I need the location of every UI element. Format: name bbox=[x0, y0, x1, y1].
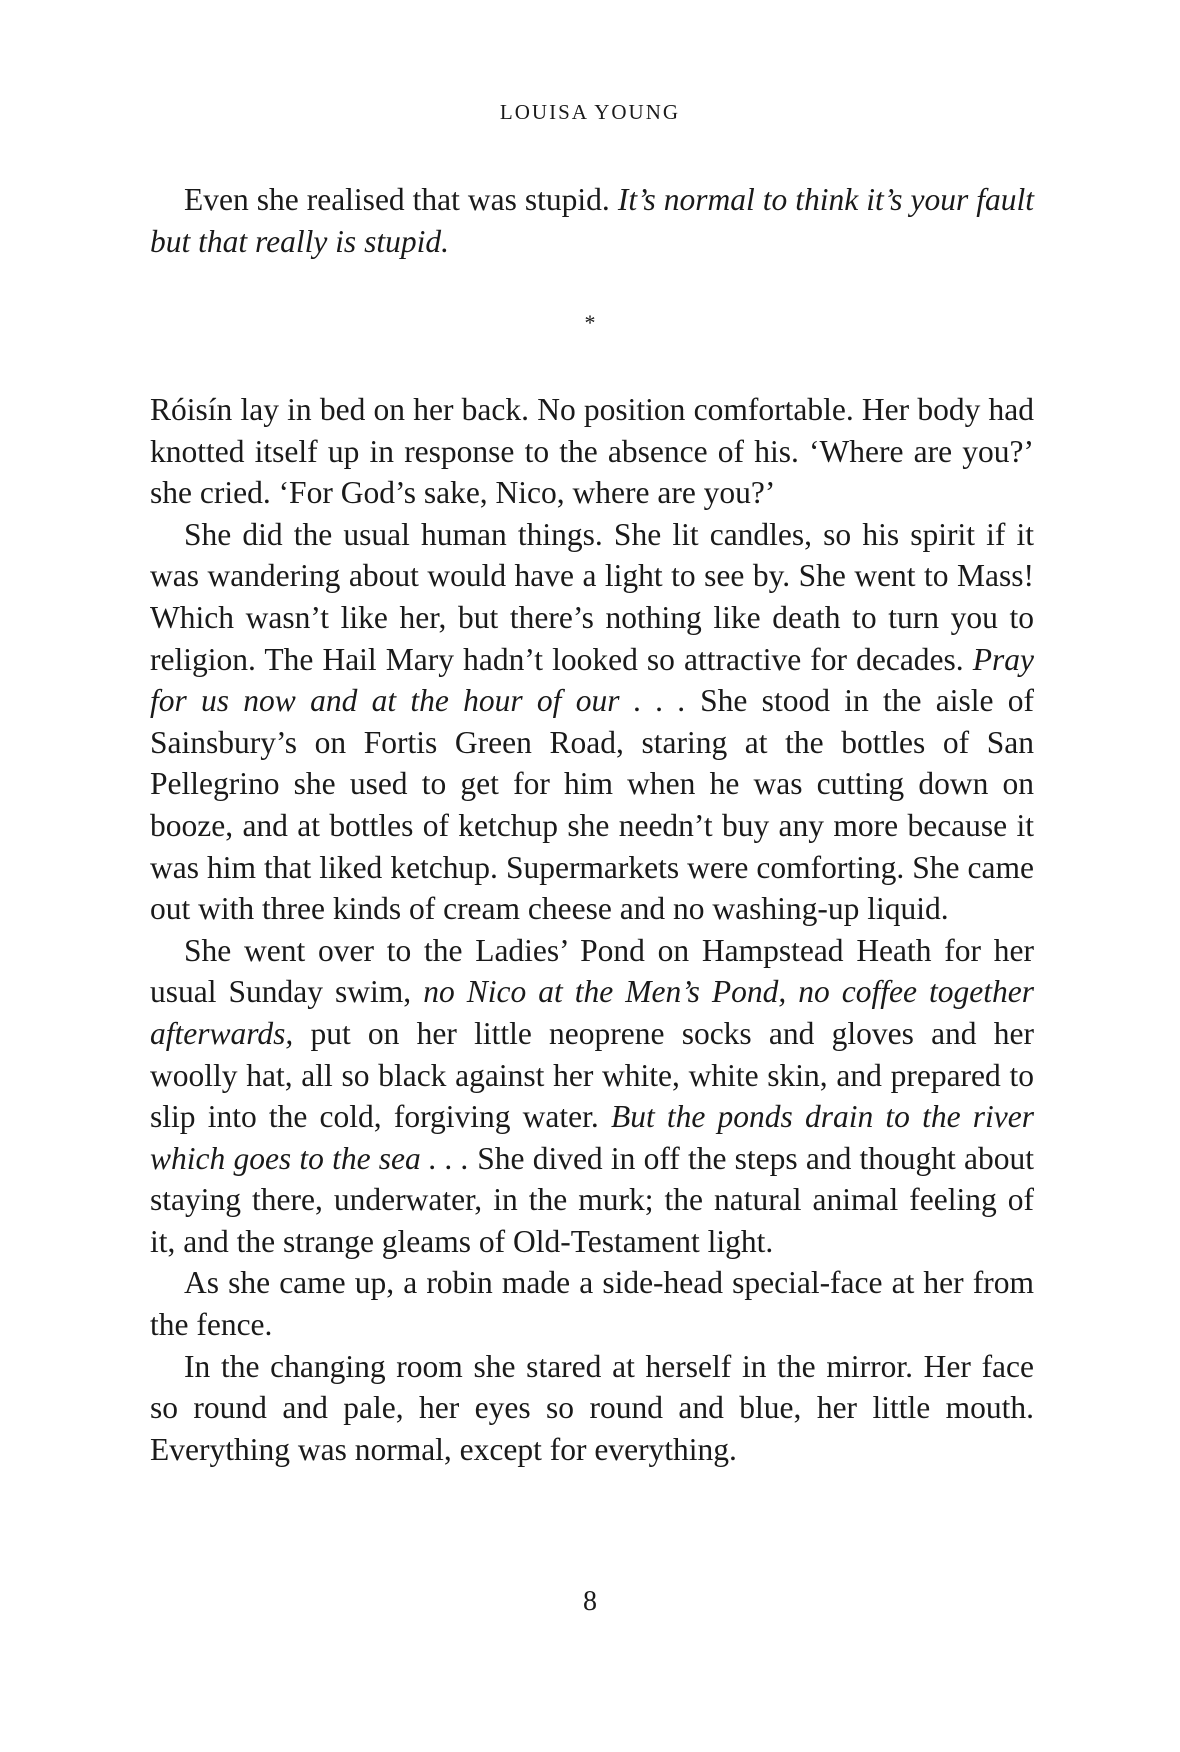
section-break-asterisk: * bbox=[584, 310, 596, 335]
paragraph-3-italic-ponds: But the ponds drain to the river which goes to the sea . . . bbox=[150, 1099, 1034, 1176]
paragraph-4: As she came up, a robin made a side-head special-face at her from the fence. bbox=[150, 1265, 1034, 1343]
running-head: LOUISA YOUNG bbox=[499, 100, 681, 124]
page-number: 8 bbox=[583, 1586, 597, 1617]
opening-sentence: Even she realised that was stupid. bbox=[184, 182, 618, 217]
opening-paragraph bbox=[150, 179, 1034, 262]
body-text bbox=[150, 389, 1034, 1470]
paragraph-2-part-c: She stood in the aisle of Sainsbury’s on Fortis Green Road, staring at the bottles of San Pellegrino she used to get for him when he was cutting down on booze, and at bottles of ketchup she needn’t buy any more because it was him that liked ketchup. Supermarkets were comforting. She came out with three kinds of cream cheese and no washing-up liquid. bbox=[150, 683, 1034, 927]
paragraph-5: In the changing room she stared at herself in the mirror. Her face so round and pale, her eyes so round and blue, her little mouth. Everything was normal, except for everything. bbox=[150, 1348, 1034, 1467]
paragraph-2 bbox=[150, 514, 1034, 930]
paragraph-3-part-e: She dived in off the steps and thought about staying there, underwater, in the murk; the natural animal feeling of it, and the strange gleams of Old-Testament light. bbox=[150, 1140, 1034, 1259]
paragraph-2-part-a: She did the usual human things. She lit candles, so his spirit if it was wandering about would have a light to see by. She went to Mass! Which wasn’t like her, but there’s nothing like death to turn you to religion. The Hail Mary hadn’t looked so attractive for decades. bbox=[150, 516, 1034, 677]
paragraph-3-part-a: She went over to the Ladies’ Pond on Hampstead Heath for her usual Sunday swim, bbox=[150, 932, 1034, 1010]
paragraph-2-italic-prayer: Pray for us now and at the hour of our . . . bbox=[150, 641, 1034, 719]
paragraph-3 bbox=[150, 930, 1034, 1263]
opening-italic-thought: It’s normal to think it’s your fault but that really is stupid. bbox=[150, 182, 1034, 259]
opening-text bbox=[150, 179, 1034, 262]
paragraph-1: Róisín lay in bed on her back. No position comfortable. Her body had knotted itself up in response to the absence of his. ‘Where are you?’ she cried. ‘For God’s sake, Nico, where are you?’ bbox=[150, 392, 1034, 511]
paragraph-3-part-c: put on her little neoprene socks and gloves and her woolly hat, all so black against her white, white skin, and prepared to slip into the cold, forgiving water. bbox=[150, 1015, 1034, 1135]
paragraph-3-italic-thought: no Nico at the Men’s Pond, no coffee together afterwards, bbox=[150, 974, 1034, 1051]
